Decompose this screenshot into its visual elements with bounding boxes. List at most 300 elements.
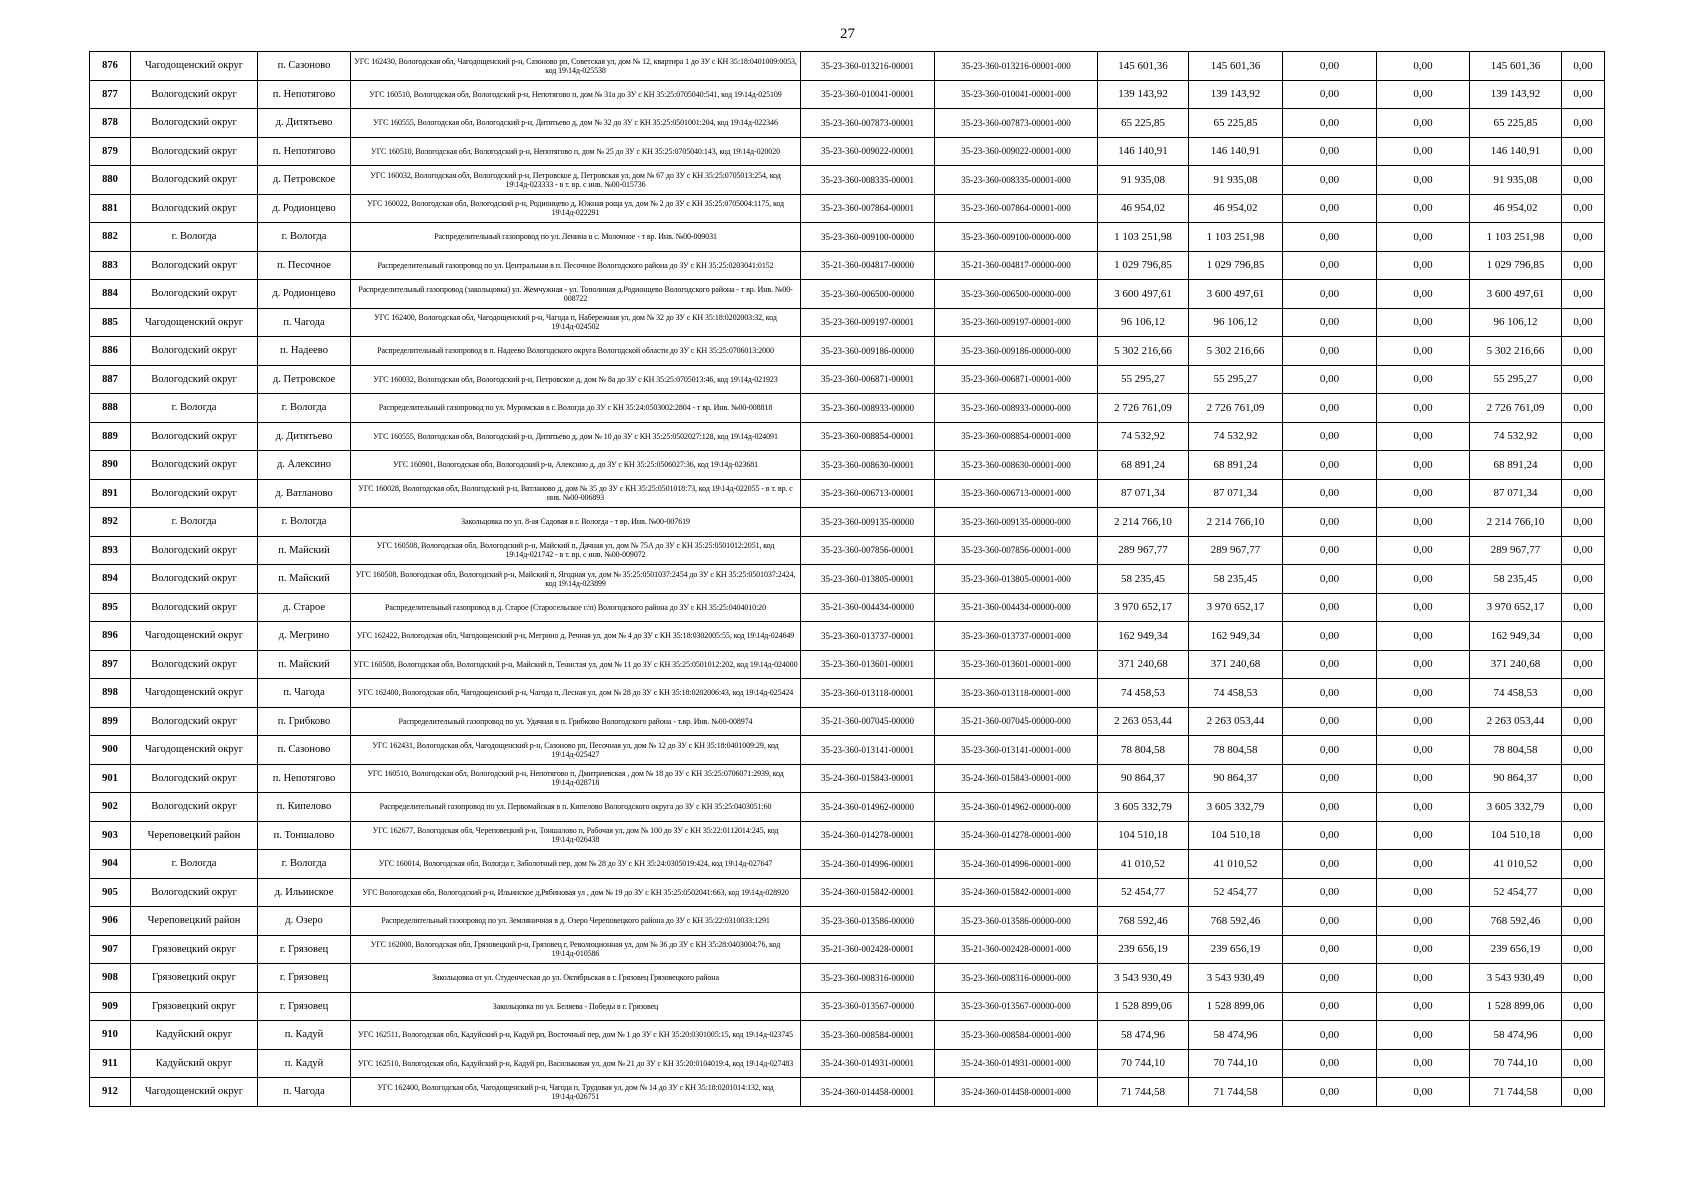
table-row — [90, 451, 1605, 480]
locality-cell: д. Ватланово — [258, 479, 351, 508]
object-code-cell: 35-23-360-007864-00001 — [801, 194, 935, 223]
value-6-cell: 0,00 — [1562, 850, 1605, 879]
value-5-cell: 91 935,08 — [1470, 166, 1562, 195]
table-row — [90, 622, 1605, 651]
value-3-cell: 0,00 — [1283, 650, 1377, 679]
object-code-cell: 35-21-360-004817-00000 — [801, 251, 935, 280]
value-3-cell: 0,00 — [1283, 593, 1377, 622]
object-description-cell: УГС 160510, Вологодская обл, Вологодский р-н, Непотягово п, дом № 31а до ЗУ с КН 35:25:0705040:541, код 19\14д-025109 — [351, 80, 801, 109]
object-description-cell: Закольцовка по ул. Беляева - Победы в г. Грязовец — [351, 992, 801, 1021]
row-number: 909 — [90, 992, 131, 1021]
value-3-cell: 0,00 — [1283, 679, 1377, 708]
value-1-cell: 91 935,08 — [1098, 166, 1189, 195]
district-cell: Вологодский округ — [131, 536, 258, 565]
value-5-cell: 46 954,02 — [1470, 194, 1562, 223]
object-description-cell: УГС Вологодская обл, Вологодский р-н, Ильинское д,Рябиновая ул , дом № 19 до ЗУ с КН 35:25:0502041:663, код 19\14д-028920 — [351, 878, 801, 907]
value-2-cell: 3 605 332,79 — [1189, 793, 1283, 822]
inventory-code-cell: 35-23-360-013118-00001-000 — [935, 679, 1098, 708]
row-number: 885 — [90, 308, 131, 337]
object-code-cell: 35-23-360-008630-00001 — [801, 451, 935, 480]
locality-cell: г. Грязовец — [258, 992, 351, 1021]
district-cell: г. Вологда — [131, 223, 258, 252]
value-5-cell: 3 605 332,79 — [1470, 793, 1562, 822]
value-6-cell: 0,00 — [1562, 821, 1605, 850]
value-3-cell: 0,00 — [1283, 736, 1377, 765]
value-6-cell: 0,00 — [1562, 451, 1605, 480]
value-1-cell: 71 744,58 — [1098, 1078, 1189, 1107]
value-1-cell: 96 106,12 — [1098, 308, 1189, 337]
value-2-cell: 145 601,36 — [1189, 52, 1283, 81]
value-2-cell: 74 532,92 — [1189, 422, 1283, 451]
value-3-cell: 0,00 — [1283, 1078, 1377, 1107]
inventory-code-cell: 35-23-360-013567-00000-000 — [935, 992, 1098, 1021]
row-number: 882 — [90, 223, 131, 252]
locality-cell: г. Грязовец — [258, 964, 351, 993]
value-4-cell: 0,00 — [1377, 650, 1470, 679]
value-1-cell: 289 967,77 — [1098, 536, 1189, 565]
table-row — [90, 109, 1605, 138]
object-code-cell: 35-23-360-008584-00001 — [801, 1021, 935, 1050]
object-description-cell: УГС 162511, Вологодская обл, Кадуйский р-н, Кадуй рп, Восточный пер, дом № 1 до ЗУ с КН 35:20:0301005:15, код 19\14д-023745 — [351, 1021, 801, 1050]
value-5-cell: 3 543 930,49 — [1470, 964, 1562, 993]
table-row — [90, 508, 1605, 537]
value-4-cell: 0,00 — [1377, 194, 1470, 223]
object-code-cell: 35-21-360-002428-00001 — [801, 935, 935, 964]
value-1-cell: 162 949,34 — [1098, 622, 1189, 651]
value-5-cell: 1 528 899,06 — [1470, 992, 1562, 1021]
value-5-cell: 96 106,12 — [1470, 308, 1562, 337]
district-cell: Вологодский округ — [131, 365, 258, 394]
value-2-cell: 90 864,37 — [1189, 764, 1283, 793]
value-1-cell: 90 864,37 — [1098, 764, 1189, 793]
object-description-cell: УГС 162000, Вологодская обл, Грязовецкий р-н, Грязовец г, Революционная ул, дом № 36 до ЗУ с КН 35:28:0403004:76, код 19\14д-010586 — [351, 935, 801, 964]
inventory-code-cell: 35-24-360-014278-00001-000 — [935, 821, 1098, 850]
row-number: 887 — [90, 365, 131, 394]
value-1-cell: 3 970 652,17 — [1098, 593, 1189, 622]
value-1-cell: 65 225,85 — [1098, 109, 1189, 138]
table-body — [90, 52, 1605, 1107]
inventory-code-cell: 35-23-360-008630-00001-000 — [935, 451, 1098, 480]
value-4-cell: 0,00 — [1377, 109, 1470, 138]
value-5-cell: 1 103 251,98 — [1470, 223, 1562, 252]
row-number: 884 — [90, 280, 131, 309]
value-4-cell: 0,00 — [1377, 80, 1470, 109]
object-description-cell: Закольцовка от ул. Студенческая до ул. Октябрьская в г. Грязовец Грязовецкого района — [351, 964, 801, 993]
row-number: 877 — [90, 80, 131, 109]
value-4-cell: 0,00 — [1377, 251, 1470, 280]
district-cell: Череповецкий район — [131, 821, 258, 850]
row-number: 899 — [90, 707, 131, 736]
value-4-cell: 0,00 — [1377, 280, 1470, 309]
value-5-cell: 768 592,46 — [1470, 907, 1562, 936]
district-cell: Вологодский округ — [131, 137, 258, 166]
value-6-cell: 0,00 — [1562, 1078, 1605, 1107]
row-number: 894 — [90, 565, 131, 594]
inventory-code-cell: 35-23-360-008335-00001-000 — [935, 166, 1098, 195]
value-3-cell: 0,00 — [1283, 479, 1377, 508]
inventory-code-cell: 35-21-360-002428-00001-000 — [935, 935, 1098, 964]
object-code-cell: 35-23-360-008316-00000 — [801, 964, 935, 993]
value-2-cell: 1 528 899,06 — [1189, 992, 1283, 1021]
value-6-cell: 0,00 — [1562, 650, 1605, 679]
value-2-cell: 65 225,85 — [1189, 109, 1283, 138]
value-6-cell: 0,00 — [1562, 137, 1605, 166]
district-cell: Вологодский округ — [131, 764, 258, 793]
value-6-cell: 0,00 — [1562, 935, 1605, 964]
object-description-cell: Распределительный газопровод по ул. Муромская в г. Вологда до ЗУ с КН 35:24:0503002:2804 - т вр. Инв. №00-008818 — [351, 394, 801, 423]
value-3-cell: 0,00 — [1283, 565, 1377, 594]
value-2-cell: 78 804,58 — [1189, 736, 1283, 765]
value-4-cell: 0,00 — [1377, 850, 1470, 879]
inventory-code-cell: 35-23-360-008584-00001-000 — [935, 1021, 1098, 1050]
row-number: 907 — [90, 935, 131, 964]
district-cell: Вологодский округ — [131, 479, 258, 508]
value-2-cell: 58 474,96 — [1189, 1021, 1283, 1050]
inventory-code-cell: 35-23-360-009135-00000-000 — [935, 508, 1098, 537]
table-row — [90, 764, 1605, 793]
row-number: 883 — [90, 251, 131, 280]
district-cell: Грязовецкий округ — [131, 935, 258, 964]
value-3-cell: 0,00 — [1283, 707, 1377, 736]
value-6-cell: 0,00 — [1562, 964, 1605, 993]
object-code-cell: 35-23-360-007873-00001 — [801, 109, 935, 138]
row-number: 896 — [90, 622, 131, 651]
locality-cell: д. Алексино — [258, 451, 351, 480]
locality-cell: п. Кадуй — [258, 1049, 351, 1078]
object-code-cell: 35-23-360-008335-00001 — [801, 166, 935, 195]
value-5-cell: 2 726 761,09 — [1470, 394, 1562, 423]
table-row — [90, 736, 1605, 765]
object-code-cell: 35-24-360-014278-00001 — [801, 821, 935, 850]
district-cell: г. Вологда — [131, 394, 258, 423]
table-row — [90, 850, 1605, 879]
value-1-cell: 87 071,34 — [1098, 479, 1189, 508]
value-1-cell: 78 804,58 — [1098, 736, 1189, 765]
value-4-cell: 0,00 — [1377, 1078, 1470, 1107]
value-5-cell: 371 240,68 — [1470, 650, 1562, 679]
value-3-cell: 0,00 — [1283, 280, 1377, 309]
object-description-cell: УГС 162400, Вологодская обл, Чагодощенский р-н, Чагода п, Набережная ул, дом № 32 до ЗУ с КН 35:18:0202003:32, код 19\14д-024502 — [351, 308, 801, 337]
row-number: 900 — [90, 736, 131, 765]
value-5-cell: 78 804,58 — [1470, 736, 1562, 765]
value-1-cell: 1 029 796,85 — [1098, 251, 1189, 280]
value-2-cell: 70 744,10 — [1189, 1049, 1283, 1078]
row-number: 906 — [90, 907, 131, 936]
table-row — [90, 878, 1605, 907]
row-number: 879 — [90, 137, 131, 166]
object-description-cell: Распределительный газопровод в п. Надеево Вологодского округа Вологодской области до ЗУ с КН 35:25:0706013:2000 — [351, 337, 801, 366]
value-2-cell: 68 891,24 — [1189, 451, 1283, 480]
value-5-cell: 74 532,92 — [1470, 422, 1562, 451]
object-description-cell: Распределительный газопровод по ул. Земляничная в д. Озеро Череповецкого района до ЗУ с КН 35:22:0310033:1291 — [351, 907, 801, 936]
value-4-cell: 0,00 — [1377, 964, 1470, 993]
value-3-cell: 0,00 — [1283, 1021, 1377, 1050]
district-cell: г. Вологда — [131, 850, 258, 879]
district-cell: Вологодский округ — [131, 593, 258, 622]
value-3-cell: 0,00 — [1283, 907, 1377, 936]
row-number: 901 — [90, 764, 131, 793]
object-code-cell: 35-24-360-015843-00001 — [801, 764, 935, 793]
locality-cell: д. Озеро — [258, 907, 351, 936]
value-4-cell: 0,00 — [1377, 622, 1470, 651]
table-row — [90, 992, 1605, 1021]
object-code-cell: 35-23-360-013586-00000 — [801, 907, 935, 936]
row-number: 904 — [90, 850, 131, 879]
value-5-cell: 139 143,92 — [1470, 80, 1562, 109]
value-3-cell: 0,00 — [1283, 109, 1377, 138]
value-3-cell: 0,00 — [1283, 251, 1377, 280]
district-cell: Вологодский округ — [131, 280, 258, 309]
value-5-cell: 3 600 497,61 — [1470, 280, 1562, 309]
value-1-cell: 3 543 930,49 — [1098, 964, 1189, 993]
value-6-cell: 0,00 — [1562, 565, 1605, 594]
value-1-cell: 2 263 053,44 — [1098, 707, 1189, 736]
value-3-cell: 0,00 — [1283, 394, 1377, 423]
value-3-cell: 0,00 — [1283, 422, 1377, 451]
value-4-cell: 0,00 — [1377, 1021, 1470, 1050]
inventory-code-cell: 35-23-360-009022-00001-000 — [935, 137, 1098, 166]
locality-cell: д. Дитятьево — [258, 109, 351, 138]
row-number: 903 — [90, 821, 131, 850]
locality-cell: д. Родионцево — [258, 280, 351, 309]
value-5-cell: 146 140,91 — [1470, 137, 1562, 166]
locality-cell: п. Непотягово — [258, 80, 351, 109]
value-6-cell: 0,00 — [1562, 508, 1605, 537]
value-6-cell: 0,00 — [1562, 593, 1605, 622]
value-5-cell: 2 214 766,10 — [1470, 508, 1562, 537]
table-row — [90, 935, 1605, 964]
table-row — [90, 422, 1605, 451]
inventory-code-cell: 35-24-360-014458-00001-000 — [935, 1078, 1098, 1107]
value-3-cell: 0,00 — [1283, 964, 1377, 993]
value-1-cell: 2 214 766,10 — [1098, 508, 1189, 537]
value-5-cell: 58 235,45 — [1470, 565, 1562, 594]
value-2-cell: 58 235,45 — [1189, 565, 1283, 594]
object-description-cell: УГС 160901, Вологодская обл, Вологодский р-н, Алексино д, до ЗУ с КН 35:25:0506027:36, код 19\14д-023681 — [351, 451, 801, 480]
district-cell: Вологодский округ — [131, 166, 258, 195]
value-1-cell: 139 143,92 — [1098, 80, 1189, 109]
locality-cell: д. Петровское — [258, 166, 351, 195]
value-3-cell: 0,00 — [1283, 80, 1377, 109]
value-4-cell: 0,00 — [1377, 166, 1470, 195]
value-2-cell: 2 726 761,09 — [1189, 394, 1283, 423]
value-6-cell: 0,00 — [1562, 394, 1605, 423]
row-number: 889 — [90, 422, 131, 451]
value-1-cell: 104 510,18 — [1098, 821, 1189, 850]
value-2-cell: 146 140,91 — [1189, 137, 1283, 166]
value-4-cell: 0,00 — [1377, 793, 1470, 822]
value-5-cell: 52 454,77 — [1470, 878, 1562, 907]
object-description-cell: УГС 160510, Вологодская обл, Вологодский р-н, Непотягово п, дом № 25 до ЗУ с КН 35:25:0705040:143, код 19\14д-020020 — [351, 137, 801, 166]
object-description-cell: УГС 162430, Вологодская обл, Чагодощенский р-н, Сазоново рп, Советская ул, дом № 12, квартира 1 до ЗУ с КН 35:18:0401009:0053, код 19\14д-025538 — [351, 52, 801, 81]
district-cell: Вологодский округ — [131, 251, 258, 280]
object-description-cell: УГС 160508, Вологодская обл, Вологодский р-н, Майский п, Ягодная ул, дом № 35:25:0501037:2454 до ЗУ с КН 35:25:0501037:2424, код 19\14д-023899 — [351, 565, 801, 594]
district-cell: Вологодский округ — [131, 80, 258, 109]
inventory-code-cell: 35-24-360-014931-00001-000 — [935, 1049, 1098, 1078]
table-row — [90, 365, 1605, 394]
inventory-code-cell: 35-23-360-006871-00001-000 — [935, 365, 1098, 394]
value-5-cell: 58 474,96 — [1470, 1021, 1562, 1050]
value-5-cell: 68 891,24 — [1470, 451, 1562, 480]
row-number: 902 — [90, 793, 131, 822]
inventory-code-cell: 35-23-360-013737-00001-000 — [935, 622, 1098, 651]
inventory-code-cell: 35-24-360-015843-00001-000 — [935, 764, 1098, 793]
value-1-cell: 768 592,46 — [1098, 907, 1189, 936]
value-5-cell: 90 864,37 — [1470, 764, 1562, 793]
locality-cell: д. Мегрино — [258, 622, 351, 651]
locality-cell: п. Сазоново — [258, 52, 351, 81]
object-code-cell: 35-23-360-013567-00000 — [801, 992, 935, 1021]
row-number: 876 — [90, 52, 131, 81]
table-row — [90, 593, 1605, 622]
district-cell: Чагодощенский округ — [131, 736, 258, 765]
row-number: 891 — [90, 479, 131, 508]
inventory-code-cell: 35-23-360-008933-00000-000 — [935, 394, 1098, 423]
district-cell: Вологодский округ — [131, 650, 258, 679]
district-cell: Чагодощенский округ — [131, 679, 258, 708]
value-4-cell: 0,00 — [1377, 992, 1470, 1021]
district-cell: Чагодощенский округ — [131, 622, 258, 651]
value-6-cell: 0,00 — [1562, 337, 1605, 366]
row-number: 908 — [90, 964, 131, 993]
value-5-cell: 289 967,77 — [1470, 536, 1562, 565]
value-3-cell: 0,00 — [1283, 223, 1377, 252]
locality-cell: п. Майский — [258, 650, 351, 679]
value-6-cell: 0,00 — [1562, 679, 1605, 708]
value-1-cell: 41 010,52 — [1098, 850, 1189, 879]
table-row — [90, 280, 1605, 309]
object-description-cell: УГС 160022, Вологодская обл, Вологодский р-н, Родионцево д, Южная роща ул, дом № 2 до ЗУ с КН 35:25:0705004:1175, код 19\14д-022291 — [351, 194, 801, 223]
table-row — [90, 1021, 1605, 1050]
value-2-cell: 1 029 796,85 — [1189, 251, 1283, 280]
inventory-code-cell: 35-23-360-009100-00000-000 — [935, 223, 1098, 252]
value-6-cell: 0,00 — [1562, 166, 1605, 195]
inventory-code-cell: 35-23-360-007873-00001-000 — [935, 109, 1098, 138]
table-row — [90, 394, 1605, 423]
locality-cell: п. Непотягово — [258, 137, 351, 166]
value-6-cell: 0,00 — [1562, 194, 1605, 223]
district-cell: Кадуйский округ — [131, 1049, 258, 1078]
inventory-code-cell: 35-23-360-006500-00000-000 — [935, 280, 1098, 309]
object-code-cell: 35-24-360-014931-00001 — [801, 1049, 935, 1078]
object-description-cell: Распределительный газопровод по ул. Ленина в с. Молочное - т вр. Инв. №00-009031 — [351, 223, 801, 252]
district-cell: г. Вологда — [131, 508, 258, 537]
value-1-cell: 3 605 332,79 — [1098, 793, 1189, 822]
object-description-cell: УГС 160555, Вологодская обл, Вологодский р-н, Дитятьево д, дом № 32 до ЗУ с КН 35:25:0501001:204, код 19\14д-022346 — [351, 109, 801, 138]
district-cell: Вологодский округ — [131, 878, 258, 907]
value-1-cell: 52 454,77 — [1098, 878, 1189, 907]
value-4-cell: 0,00 — [1377, 508, 1470, 537]
value-4-cell: 0,00 — [1377, 422, 1470, 451]
row-number: 886 — [90, 337, 131, 366]
value-6-cell: 0,00 — [1562, 707, 1605, 736]
table-row — [90, 137, 1605, 166]
value-5-cell: 74 458,53 — [1470, 679, 1562, 708]
object-code-cell: 35-23-360-008854-00001 — [801, 422, 935, 451]
value-2-cell: 5 302 216,66 — [1189, 337, 1283, 366]
table-row — [90, 308, 1605, 337]
value-1-cell: 145 601,36 — [1098, 52, 1189, 81]
inventory-code-cell: 35-23-360-013216-00001-000 — [935, 52, 1098, 81]
inventory-code-cell: 35-21-360-004434-00000-000 — [935, 593, 1098, 622]
locality-cell: п. Сазоново — [258, 736, 351, 765]
object-description-cell: УГС 160508, Вологодская обл, Вологодский р-н, Майский п, Дачная ул, дом № 75А до ЗУ с КН 35:25:0501012:2051, код 19\14д-021742 - в т. вр. с инв. №00-009072 — [351, 536, 801, 565]
object-description-cell: УГС 160555, Вологодская обл, Вологодский р-н, Дитятьево д, дом № 10 до ЗУ с КН 35:25:0502027:128, код 19\14д-024091 — [351, 422, 801, 451]
page-number: 27 — [840, 26, 855, 42]
value-6-cell: 0,00 — [1562, 80, 1605, 109]
value-5-cell: 145 601,36 — [1470, 52, 1562, 81]
object-code-cell: 35-23-360-010041-00001 — [801, 80, 935, 109]
value-5-cell: 239 656,19 — [1470, 935, 1562, 964]
row-number: 893 — [90, 536, 131, 565]
object-code-cell: 35-23-360-009022-00001 — [801, 137, 935, 166]
value-4-cell: 0,00 — [1377, 764, 1470, 793]
object-code-cell: 35-24-360-014458-00001 — [801, 1078, 935, 1107]
object-description-cell: Закольцовка по ул. 8-ая Садовая в г. Вологда - т вр. Инв. №00-007619 — [351, 508, 801, 537]
object-code-cell: 35-24-360-015842-00001 — [801, 878, 935, 907]
district-cell: Чагодощенский округ — [131, 308, 258, 337]
row-number: 895 — [90, 593, 131, 622]
row-number: 888 — [90, 394, 131, 423]
value-2-cell: 55 295,27 — [1189, 365, 1283, 394]
object-code-cell: 35-24-360-014996-00001 — [801, 850, 935, 879]
value-6-cell: 0,00 — [1562, 1021, 1605, 1050]
value-2-cell: 162 949,34 — [1189, 622, 1283, 651]
district-cell: Грязовецкий округ — [131, 964, 258, 993]
value-6-cell: 0,00 — [1562, 536, 1605, 565]
value-2-cell: 96 106,12 — [1189, 308, 1283, 337]
value-4-cell: 0,00 — [1377, 223, 1470, 252]
value-3-cell: 0,00 — [1283, 166, 1377, 195]
inventory-code-cell: 35-23-360-013141-00001-000 — [935, 736, 1098, 765]
value-2-cell: 71 744,58 — [1189, 1078, 1283, 1107]
value-2-cell: 1 103 251,98 — [1189, 223, 1283, 252]
district-cell: Вологодский округ — [131, 707, 258, 736]
object-code-cell: 35-23-360-013118-00001 — [801, 679, 935, 708]
inventory-code-cell: 35-21-360-007045-00000-000 — [935, 707, 1098, 736]
table-row — [90, 1078, 1605, 1107]
value-6-cell: 0,00 — [1562, 280, 1605, 309]
value-6-cell: 0,00 — [1562, 622, 1605, 651]
table-row — [90, 707, 1605, 736]
value-5-cell: 2 263 053,44 — [1470, 707, 1562, 736]
object-code-cell: 35-23-360-008933-00000 — [801, 394, 935, 423]
locality-cell: п. Грибково — [258, 707, 351, 736]
value-4-cell: 0,00 — [1377, 337, 1470, 366]
value-1-cell: 146 140,91 — [1098, 137, 1189, 166]
value-3-cell: 0,00 — [1283, 536, 1377, 565]
table-row — [90, 194, 1605, 223]
row-number: 911 — [90, 1049, 131, 1078]
value-6-cell: 0,00 — [1562, 479, 1605, 508]
value-2-cell: 91 935,08 — [1189, 166, 1283, 195]
district-cell: Кадуйский округ — [131, 1021, 258, 1050]
value-5-cell: 65 225,85 — [1470, 109, 1562, 138]
district-cell: Вологодский округ — [131, 422, 258, 451]
district-cell: Вологодский округ — [131, 793, 258, 822]
value-2-cell: 768 592,46 — [1189, 907, 1283, 936]
value-2-cell: 3 600 497,61 — [1189, 280, 1283, 309]
table-row — [90, 907, 1605, 936]
value-6-cell: 0,00 — [1562, 422, 1605, 451]
inventory-code-cell: 35-23-360-013586-00000-000 — [935, 907, 1098, 936]
object-description-cell: УГС 162400, Вологодская обл, Чагодощенский р-н, Чагода п, Лесная ул, дом № 28 до ЗУ с КН 35:18:0202006:43, код 19\14д-025424 — [351, 679, 801, 708]
value-1-cell: 3 600 497,61 — [1098, 280, 1189, 309]
value-3-cell: 0,00 — [1283, 137, 1377, 166]
value-6-cell: 0,00 — [1562, 907, 1605, 936]
object-code-cell: 35-23-360-006713-00001 — [801, 479, 935, 508]
value-6-cell: 0,00 — [1562, 878, 1605, 907]
